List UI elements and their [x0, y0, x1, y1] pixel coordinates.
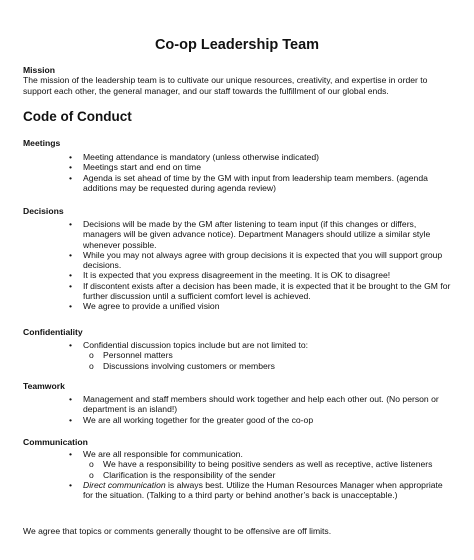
- bullet-icon: •: [69, 249, 73, 260]
- meetings-section: [23, 138, 453, 193]
- circle-bullet-icon: o: [89, 469, 94, 480]
- bullet-icon: •: [69, 479, 73, 490]
- list-item: • Agenda is set ahead of time by the GM with input from leadership team members. (agenda additions may be requested during agenda review): [69, 172, 428, 193]
- list-item: • Meetings start and end on time: [69, 162, 201, 173]
- bullet-icon: •: [69, 280, 73, 291]
- confidentiality-sublist: [23, 350, 453, 371]
- circle-bullet-icon: o: [89, 350, 94, 361]
- sub-list-item: o We have a responsibility to being positive senders as well as receptive, active listeners: [89, 459, 433, 470]
- list-item: • We are all responsible for communication.: [69, 449, 243, 459]
- bullet-icon: •: [69, 301, 73, 312]
- decisions-section: [23, 206, 453, 312]
- communication-label: Communication: [23, 437, 88, 447]
- bullet-icon: •: [69, 152, 73, 162]
- communication-list: [23, 449, 453, 459]
- bullet-icon: •: [69, 219, 73, 229]
- list-item: • While you may not always agree with group decisions it is expected that you will support group decisions.: [69, 249, 443, 271]
- bullet-icon: •: [69, 414, 73, 425]
- list-item: • Confidential discussion topics include but are not limited to:: [69, 340, 308, 350]
- confidentiality-section: [23, 327, 453, 371]
- mission-text: The mission of the leadership team is to cultivate our unique resources, creativity, and expertise in order to support each other, the general manager, and our staff towards the fulfillment of our global ends.: [23, 75, 428, 96]
- bullet-icon: •: [69, 270, 73, 281]
- list-item: • Meeting attendance is mandatory (unless otherwise indicated): [69, 152, 319, 162]
- bullet-icon: •: [69, 172, 73, 183]
- confidentiality-list: [23, 340, 453, 350]
- teamwork-section: [23, 381, 453, 425]
- list-item: • If discontent exists after a decision has been made, it is expected that it be brought to the GM for further discussion until a sufficient comfort level is achieved.: [69, 280, 451, 302]
- list-item: • Decisions will be made by the GM after listening to team input (if this changes or differs, managers will be given advance notice). Department Managers should utilize a similar style whenever possible.: [69, 219, 431, 250]
- teamwork-label: Teamwork: [23, 381, 65, 391]
- sub-list-item: o Personnel matters: [89, 350, 173, 361]
- meetings-label: Meetings: [23, 138, 61, 148]
- circle-bullet-icon: o: [89, 459, 94, 470]
- sub-list-item: o Clarification is the responsibility of the sender: [89, 469, 276, 480]
- communication-section: [23, 437, 453, 500]
- mission-label: Mission: [23, 65, 55, 75]
- list-item: • We agree to provide a unified vision: [69, 301, 220, 312]
- meetings-list: [23, 152, 453, 193]
- communication-list-continued: [23, 480, 453, 501]
- circle-bullet-icon: o: [89, 360, 94, 371]
- document-title: Co-op Leadership Team: [154, 37, 320, 53]
- decisions-label: Decisions: [23, 206, 64, 216]
- sub-list-item: o Discussions involving customers or members: [89, 360, 275, 371]
- communication-sublist: [23, 459, 453, 480]
- decisions-list: [23, 219, 453, 312]
- list-item: • We are all working together for the greater good of the co-op: [69, 414, 314, 425]
- bullet-icon: •: [69, 162, 73, 173]
- bullet-icon: •: [69, 394, 73, 404]
- closing-statement: We agree that topics or comments generally thought to be offensive are off limits.: [23, 526, 332, 536]
- confidentiality-label: Confidentiality: [23, 327, 83, 337]
- list-item: • It is expected that you express disagreement in the meeting. It is OK to disagree!: [69, 270, 391, 281]
- direct-communication-emphasis: Direct communication: [83, 479, 166, 490]
- list-item: • Management and staff members should work together and help each other out. (No person or department is an island!): [69, 394, 439, 415]
- bullet-icon: •: [69, 340, 73, 350]
- list-item: • Direct communication is always best. Utilize the Human Resources Manager when appropriate for the situation. (Talking to a third party or behind another’s back is unacceptable.): [69, 479, 443, 501]
- code-of-conduct-heading: Code of Conduct: [23, 109, 132, 124]
- bullet-icon: •: [69, 449, 73, 459]
- teamwork-list: [23, 394, 453, 425]
